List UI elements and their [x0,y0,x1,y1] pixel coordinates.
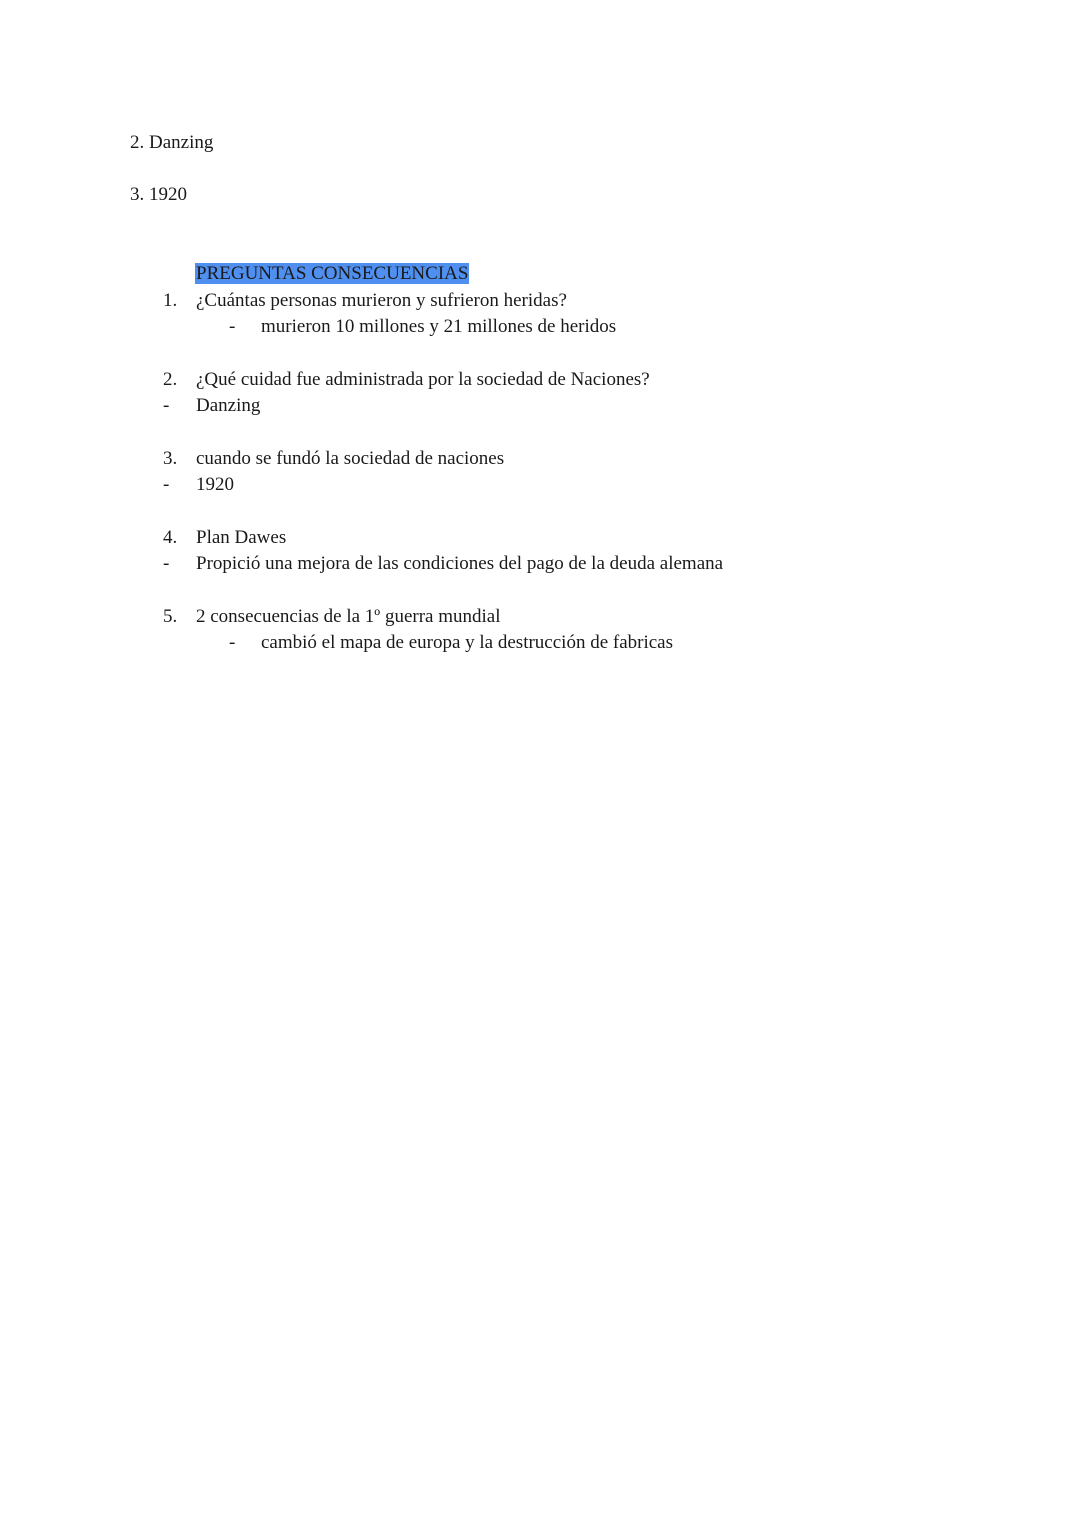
item-2-number: 2. [163,369,178,390]
item-4-question: Plan Dawes [196,527,287,548]
item-2-question: ¿Qué cuidad fue administrada por la sociedad de Naciones? [196,369,650,390]
item-5-number: 5. [163,606,178,627]
item-3-dash: - [163,474,170,495]
item-1-answer: murieron 10 millones y 21 millones de heridos [261,316,617,337]
item-5-answer: cambió el mapa de europa y la destrucción de fabricas [261,632,674,653]
item-3-number: 3. [163,448,178,469]
item-2-dash: - [163,395,170,416]
preamble-line-1: 2. Danzing [130,132,214,153]
item-1-number: 1. [163,290,178,311]
item-5-dash: - [229,632,236,653]
item-4-answer: Propició una mejora de las condiciones del pago de la deuda alemana [196,553,724,574]
item-3-answer: 1920 [196,474,234,495]
section-heading [195,262,469,286]
item-4-dash: - [163,553,170,574]
preamble-line-2: 3. 1920 [130,184,187,205]
item-4-number: 4. [163,527,178,548]
item-3-question: cuando se fundó la sociedad de naciones [196,448,505,469]
item-2-answer: Danzing [196,395,261,416]
item-1-question: ¿Cuántas personas murieron y sufrieron heridas? [196,290,567,311]
item-1-dash: - [229,316,236,337]
item-5-question: 2 consecuencias de la 1º guerra mundial [196,606,501,627]
heading-highlight: PREGUNTAS CONSECUENCIAS [196,263,469,284]
